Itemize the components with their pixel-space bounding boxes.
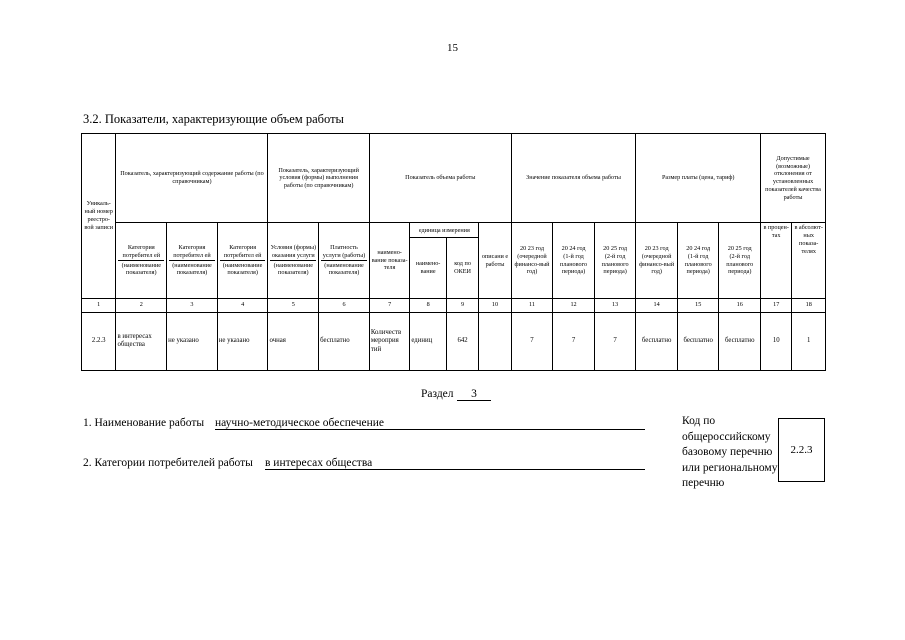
cell-category-3: не указано [217,312,268,370]
cell-work-description [479,312,511,370]
consumer-category-value: в интересах общества [265,457,645,470]
column-number: 18 [792,298,826,312]
header-unique-number: Уникаль-ный номер реестро-вой записи [82,134,116,299]
header-deviation: Допустимые (возможные) отклонения от установленных показателей качества работы [761,134,826,223]
cell-deviation-absolute: 1 [792,312,826,370]
header-fee-2025: 20 25 год (2-й год планового периода) [719,223,761,298]
header-volume-name: наимено-вание показа-теля [369,223,410,298]
header-conditions-indicator: Показатель, характеризующий условия (формы) выполнения работы (по справочникам) [268,134,369,223]
cell-okei-code: 642 [446,312,478,370]
volume-table [81,133,826,371]
cell-fee-2024: бесплатно [677,312,719,370]
header-fee-2024: 20 24 год (1-й год планового периода) [677,223,719,298]
section-heading: 3.2. Показатели, характеризующие объем работы [83,112,344,126]
column-numbers-row [82,298,826,312]
table-row [82,312,826,370]
cell-paid: бесплатно [319,312,370,370]
column-number: 9 [446,298,478,312]
header-value-2023: 20 23 год (очередной финансо-вый год) [511,223,553,298]
cell-value-2023: 7 [511,312,553,370]
section-number: 3 [457,388,491,401]
section-label: Раздел [421,388,454,400]
page-number: 15 [447,42,458,54]
column-number: 14 [636,298,678,312]
work-name-value: научно-методическое обеспечение [215,417,645,430]
column-number: 13 [594,298,636,312]
column-number: 17 [761,298,792,312]
header-value-2025: 20 25 год (2-й год планового периода) [594,223,636,298]
column-number: 5 [268,298,319,312]
consumer-category-label: 2. Категории потребителей работы [83,457,253,469]
header-service-form: Условия (формы) оказания услуги (наименование показателя) [268,223,319,298]
cell-value-2024: 7 [553,312,595,370]
base-list-code-box: 2.2.3 [778,418,825,482]
header-category-2: Категория потребител ей (наименование показателя) [167,223,218,298]
header-unit-name: наимено-вание [410,238,446,298]
cell-registry-code: 2.2.3 [82,312,116,370]
cell-service-form: очная [268,312,319,370]
column-number: 3 [167,298,218,312]
base-list-code-label: Код по общероссийскому базовому перечню или региональному перечню [682,415,778,490]
cell-unit-name: единиц [410,312,446,370]
cell-category-2: не указано [167,312,218,370]
cell-deviation-percent: 10 [761,312,792,370]
column-number: 2 [116,298,167,312]
column-number: 16 [719,298,761,312]
column-number: 11 [511,298,553,312]
work-name-label: 1. Наименование работы [83,417,205,429]
header-percent: в процен-тах [761,223,792,298]
column-number: 4 [217,298,268,312]
header-volume-values: Значение показателя объема работы [511,134,636,223]
header-paid: Платность услуги (работы) (наименование показателя) [319,223,370,298]
column-number: 10 [479,298,511,312]
header-work-description: описани е работы [479,223,511,298]
cell-indicator-name: Количеств мероприя тий [369,312,410,370]
header-content-indicator: Показатель, характеризующий содержание работы (по справочникам) [116,134,268,223]
header-volume-indicator: Показатель объема работы [369,134,511,223]
column-number: 8 [410,298,446,312]
header-category-1: Категория потребител ей (наименование показателя) [116,223,167,298]
header-fee-2023: 20 23 год (очередной финансо-вый год) [636,223,678,298]
header-absolute: в абсолют-ных показа-телях [792,223,826,298]
header-value-2024: 20 24 год (1-й год планового периода) [553,223,595,298]
cell-fee-2025: бесплатно [719,312,761,370]
column-number: 15 [677,298,719,312]
header-okei-code: код по ОКЕИ [446,238,478,298]
header-category-3: Категория потребител ей (наименование показателя) [217,223,268,298]
column-number: 6 [319,298,370,312]
header-fee: Размер платы (цена, тариф) [636,134,761,223]
cell-category-1: в интересах общества [116,312,167,370]
column-number: 1 [82,298,116,312]
column-number: 7 [369,298,410,312]
header-unit: единица измерения [410,223,479,238]
column-number: 12 [553,298,595,312]
cell-value-2025: 7 [594,312,636,370]
cell-fee-2023: бесплатно [636,312,678,370]
